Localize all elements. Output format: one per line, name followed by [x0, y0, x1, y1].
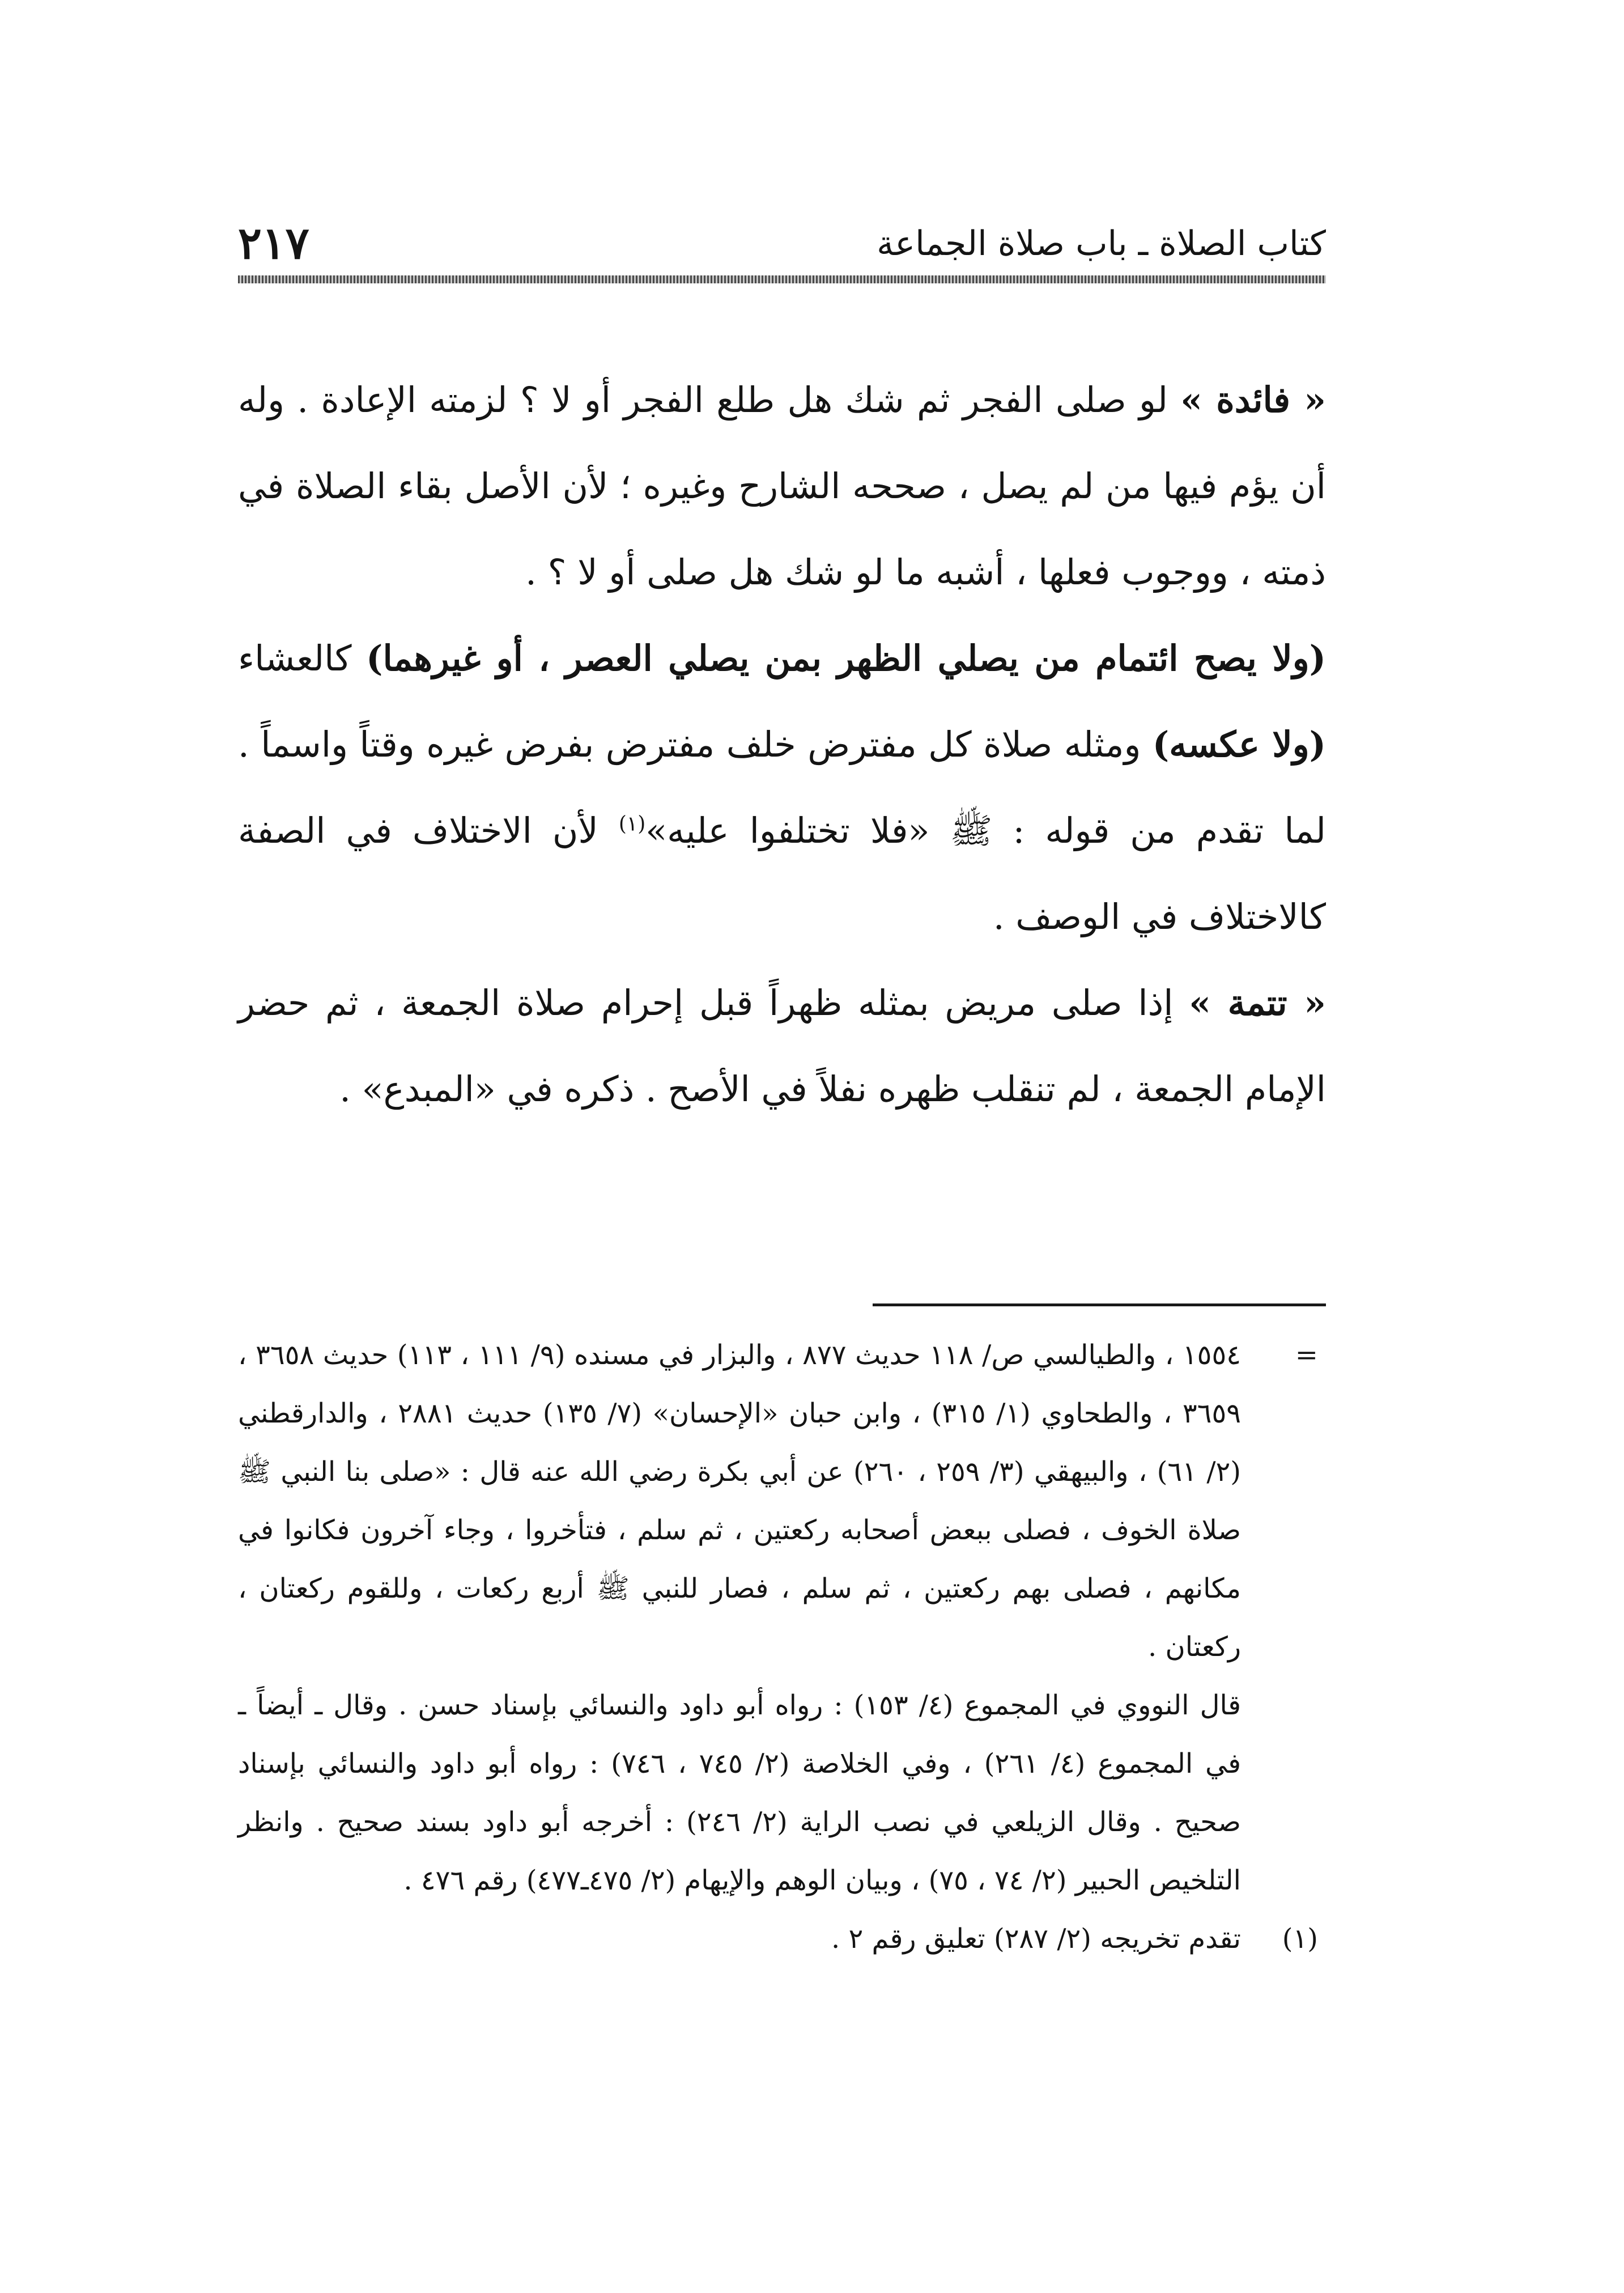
tatimmah-text: إذا صلى مريض بمثله ظهراً قبل إحرام صلاة الجمعة ، ثم حضر الإمام الجمعة ، لم تنقلب ظهره نفلاً في الأصح . ذكره في «المبدع» . [238, 982, 1326, 1110]
footnote-1-marker: (١) [1282, 1923, 1318, 1955]
footnote-1 [238, 1910, 1326, 1968]
footnote-continuation-text-1: ١٥٥٤ ، والطيالسي ص/ ١١٨ حديث ٨٧٧ ، والبزار في مسنده (٩/ ١١١ ، ١١٣) حديث ٣٦٥٨ ، ٣٦٥٩ ، والطحاوي (١/ ٣١٥) ، وابن حبان «الإحسان» (٧/ ١٣٥) حديث ٢٨٨١ ، والدارقطني (٢/ ٦١) ، والبيهقي (٣/ ٢٥٩ ، ٢٦٠) عن أبي بكرة رضي الله عنه قال : «صلى بنا النبي ﷺ صلاة الخوف ، فصلى ببعض أصحابه ركعتين ، ثم سلم ، فتأخروا ، وجاء آخرون فكانوا في مكانهم ، فصلى بهم ركعتين ، ثم سلم ، فصار للنبي ﷺ أربع ركعات ، وللقوم ركعتان ، ركعتان . [238, 1339, 1242, 1663]
tatimmah-label: « تتمة » [1189, 982, 1326, 1024]
faidah-text: لو صلى الفجر ثم شك هل طلع الفجر أو لا ؟ لزمته الإعادة . وله أن يؤم فيها من لم يصل ، صححه الشارح وغيره ؛ لأن الأصل بقاء الصلاة في ذمته ، ووجوب فعلها ، أشبه ما لو شك هل صلى أو لا ؟ . [238, 379, 1326, 593]
faidah-label: « فائدة » [1180, 379, 1326, 421]
running-title: كتاب الصلاة ـ باب صلاة الجماعة [877, 224, 1326, 264]
footnote-1-text: تقدم تخريجه (٢/ ٢٨٧) تعليق رقم ٢ . [831, 1923, 1241, 1955]
matn-text-2: (ولا عكسه) [1152, 724, 1326, 765]
sharh-text-2: ومثله صلاة كل مفترض خلف مفترض بفرض غيره وقتاً واسماً . لما تقدم من قوله : ﷺ «فلا تختلفوا عليه» [238, 724, 1326, 851]
header-divider [238, 275, 1326, 283]
sharh-text-1: كالعشاء [238, 638, 367, 679]
footnote-ref-1[interactable]: (١) [618, 812, 646, 836]
paragraph-imamate-rule [238, 615, 1326, 960]
footnote-continuation-text-2: قال النووي في المجموع (٤/ ١٥٣) : رواه أبو داود والنسائي بإسناد حسن . وقال ـ أيضاً ـ في المجموع (٤/ ٢٦١) ، وفي الخلاصة (٢/ ٧٤٥ ، ٧٤٦) : رواه أبو داود والنسائي بإسناد صحيح . وقال الزيلعي في نصب الراية (٢/ ٢٤٦) : أخرجه أبو داود بسند صحيح . وانظر التلخيص الحبير (٢/ ٧٤ ، ٧٥) ، وبيان الوهم والإيهام (٢/ ٤٧٥ـ٤٧٧) رقم ٤٧٦ . [238, 1689, 1242, 1896]
footnotes [238, 1326, 1326, 1968]
paragraph-faidah [238, 357, 1326, 615]
continuation-marker: = [1295, 1339, 1318, 1371]
page-header [238, 215, 1326, 272]
sharh-text-3: لأن الاختلاف في الصفة كالاختلاف في الوصف . [238, 810, 1326, 937]
book-page [238, 170, 1326, 2210]
main-text [238, 357, 1326, 1132]
matn-text-1: (ولا يصح ائتمام من يصلي الظهر بمن يصلي العصر ، أو غيرهما) [366, 638, 1326, 679]
footnote-divider [873, 1303, 1326, 1306]
page-number: ٢١٧ [238, 218, 309, 269]
footnote-continuation [238, 1326, 1326, 1910]
paragraph-tatimmah [238, 960, 1326, 1132]
